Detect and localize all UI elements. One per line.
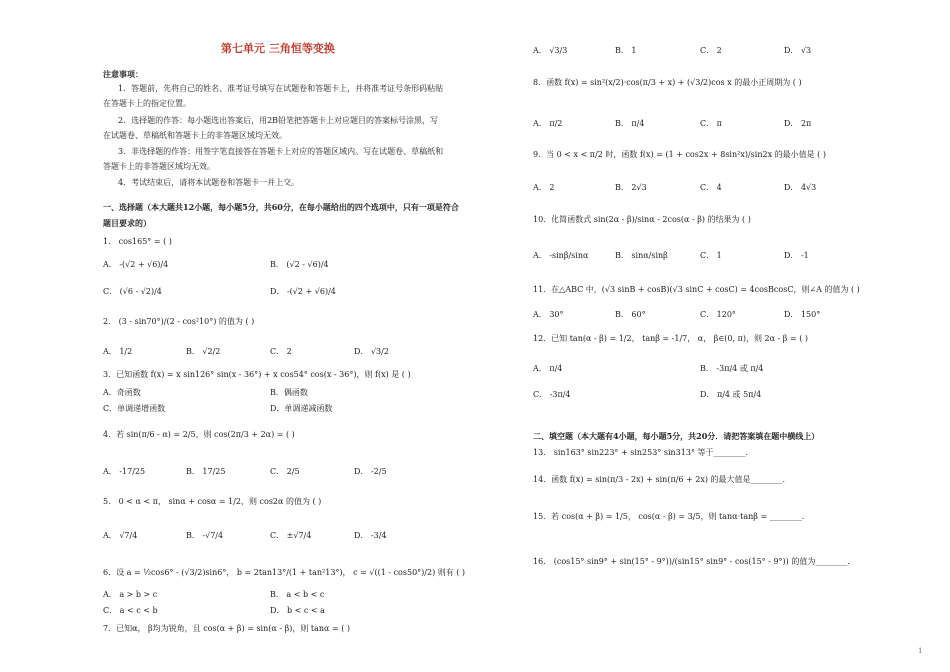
q4-option-b: B． 17/25	[186, 467, 226, 476]
q6-option-c: C． a < c < b	[103, 606, 158, 615]
q9-stem: 9．当 0 < x < π/2 时，函数 f(x) = (1 + cos2x + 8sin²x)/sin2x 的最小值是 ( )	[533, 150, 826, 159]
q11-option-a: A． 30°	[533, 310, 564, 319]
q11-stem: 11．在△ABC 中，(√3 sinB + cosB)(√3 sinC + cosC) = 4cosBcosC，则∠A 的值为 ( )	[533, 285, 860, 294]
q2-option-a: A． 1/2	[103, 347, 133, 356]
q5-option-a: A． √7/4	[103, 531, 138, 540]
q12-option-c: C． -3π/4	[533, 390, 571, 399]
q3-option-c: C．单调递增函数	[103, 404, 166, 413]
q8-option-c: C． π	[700, 119, 722, 128]
q8-option-b: B． π/4	[615, 119, 645, 128]
q2-option-d: D． √3/2	[354, 347, 389, 356]
q2-stem: 2． (3 - sin70°)/(2 - cos²10°) 的值为 ( )	[103, 317, 255, 326]
q12-option-a: A． π/4	[533, 364, 563, 373]
q10-option-a: A． -sinβ/sinα	[533, 251, 589, 260]
q10-stem: 10．化简函数式 sin(2α - β)/sinα - 2cos(α - β) 的结果为 ( )	[533, 215, 751, 224]
q3-option-b: B．偶函数	[270, 388, 308, 397]
q8-option-a: A． π/2	[533, 119, 563, 128]
q5-option-d: D． -3/4	[354, 531, 387, 540]
q12-option-b: B． -3π/4 或 π/4	[700, 364, 764, 373]
section1-heading-cont: 题目要求的）	[103, 218, 151, 228]
q13-stem: 13． sin163° sin223° + sin253° sin313° 等于________．	[533, 448, 754, 457]
page-number: 1	[918, 647, 923, 655]
q6-stem: 6．设 a = ½cos6° - (√3/2)sin6°， b = 2tan13°/(1 + tan²13°)， c = √((1 - cos50°)/2) 则有 ( )	[103, 568, 466, 577]
q6-option-d: D． b < c < a	[270, 606, 325, 615]
q8-option-d: D． 2π	[784, 119, 812, 128]
q1-option-b: B． (√2 - √6)/4	[270, 260, 329, 269]
q1-stem: 1． cos165° = ( )	[103, 237, 172, 246]
q5-option-c: C． ±√7/4	[270, 531, 312, 540]
notice-line-2: 在答题卡上的指定位置。	[103, 99, 191, 108]
q4-option-d: D． -2/5	[354, 467, 387, 476]
q11-option-d: D． 150°	[784, 310, 821, 319]
q2-option-b: B． √2/2	[186, 347, 221, 356]
q2-option-c: C． 2	[270, 347, 292, 356]
q7-option-a: A． √3/3	[533, 46, 568, 55]
q3-option-a: A．奇函数	[103, 388, 141, 397]
notice-line-5: 3．非选择题的作答：用签字笔直接答在答题卡上对应的答题区域内。写在试题卷、草稿纸和	[118, 147, 444, 156]
q4-option-a: A． -17/25	[103, 467, 146, 476]
q6-option-a: A． a > b > c	[103, 590, 158, 599]
page-title: 第七单元 三角恒等变换	[221, 42, 335, 55]
notice-line-6: 答题卡上的非答题区域均无效。	[103, 162, 215, 171]
q9-option-d: D． 4√3	[784, 183, 817, 192]
q12-stem: 12．已知 tan(α - β) = 1/2， tanβ = -1/7， α， β∈(0, π)，则 2α - β = ( )	[533, 334, 808, 343]
q11-option-b: B． 60°	[615, 310, 646, 319]
q14-stem: 14．函数 f(x) = sin(π/3 - 2x) + sin(π/6 + 2x) 的最大值是________．	[533, 475, 791, 484]
notice-line-7: 4．考试结束后，请将本试题卷和答题卡一并上交。	[118, 178, 300, 187]
q5-option-b: B． -√7/4	[186, 531, 224, 540]
q7-option-c: C． 2	[700, 46, 722, 55]
q1-option-a: A． -(√2 + √6)/4	[103, 260, 169, 269]
q1-option-d: D． -(√2 + √6)/4	[270, 287, 336, 296]
q9-option-a: A． 2	[533, 183, 555, 192]
q11-option-c: C． 120°	[700, 310, 736, 319]
q9-option-b: B． 2√3	[615, 183, 647, 192]
q10-option-c: C． 1	[700, 251, 722, 260]
notice-line-1: 1．答题前，先将自己的姓名、准考证号填写在试题卷和答题卡上，并将准考证号条形码粘贴	[118, 84, 444, 93]
q16-stem: 16． (cos15° sin9° + sin(15° - 9°))/(sin15° sin9° - cos(15° - 9°)) 的值为________．	[533, 557, 856, 566]
q10-option-d: D． -1	[784, 251, 809, 260]
q4-option-c: C． 2/5	[270, 467, 300, 476]
q7-option-d: D． √3	[784, 46, 812, 55]
q5-stem: 5． 0 < α < π， sinα + cosα = 1/2，则 cos2α 的值为 ( )	[103, 497, 322, 506]
q7-option-b: B． 1	[615, 46, 637, 55]
q15-stem: 15．若 cos(α + β) = 1/5， cos(α - β) = 3/5，则 tanα·tanβ = ________．	[533, 512, 810, 521]
q12-option-d: D． π/4 或 5π/4	[700, 390, 762, 399]
q6-option-b: B． a < b < c	[270, 590, 325, 599]
notice-heading: 注意事项：	[103, 69, 143, 79]
q7-stem: 7．已知α， β均为锐角，且 cos(α + β) = sin(α - β)，则 tanα = ( )	[103, 624, 350, 633]
q1-option-c: C． (√6 - √2)/4	[103, 287, 162, 296]
q4-stem: 4．若 sin(π/6 - α) = 2/5，则 cos(2π/3 + 2α) = ( )	[103, 430, 295, 439]
q10-option-b: B． sinα/sinβ	[615, 251, 668, 260]
q9-option-c: C． 4	[700, 183, 722, 192]
section2-heading: 二、填空题（本大题有4小题，每小题5分，共20分．请把答案填在题中横线上）	[533, 431, 820, 441]
q3-stem: 3．已知函数 f(x) = x sin126° sin(x - 36°) + x cos54° cos(x - 36°)，则 f(x) 是 ( )	[103, 370, 411, 379]
q8-stem: 8．函数 f(x) = sin²(x/2)·cos(π/3 + x) + (√3/2)cos x 的最小正周期为 ( )	[533, 78, 802, 87]
notice-line-4: 在试题卷、草稿纸和答题卡上的非答题区域均无效。	[103, 131, 287, 140]
section1-heading: 一、选择题（本大题共12小题，每小题5分，共60分，在每小题给出的四个选项中，只有一项是符合	[103, 202, 459, 212]
q3-option-d: D．单调递减函数	[270, 404, 333, 413]
notice-line-3: 2．选择题的作答：每小题选出答案后，用2B铅笔把答题卡上对应题目的答案标号涂黑，写	[118, 116, 439, 125]
